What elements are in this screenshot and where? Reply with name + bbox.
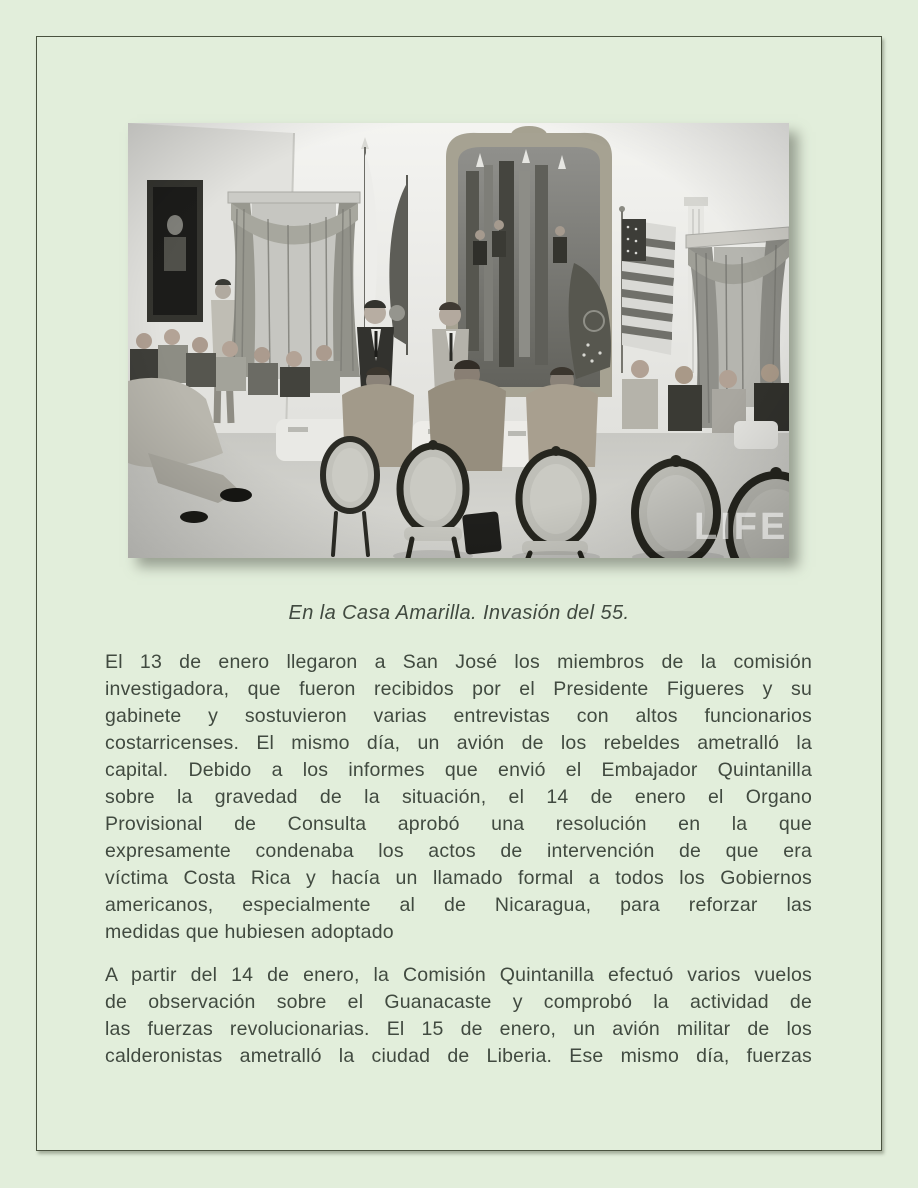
text-line: expresamente condenaba los actos de intervención de que era: [105, 840, 812, 862]
text-line: capital. Debido a los informes que envió el Embajador Quintanilla: [105, 759, 812, 781]
text-line: víctima Costa Rica y hacía un llamado formal a todos los Gobiernos: [105, 867, 812, 889]
text-line: americanos, especialmente al de Nicaragua, para reforzar las: [105, 894, 812, 916]
text-line: sobre la gravedad de la situación, el 14 de enero el Organo: [105, 786, 812, 808]
text-line: Provisional de Consulta aprobó una resolución en la que: [105, 813, 812, 835]
text-line: investigadora, que fueron recibidos por el Presidente Figueres y su: [105, 678, 812, 700]
article-text: [105, 649, 812, 1070]
text-line: costarricenses. El mismo día, un avión de los rebeldes ametralló la: [105, 732, 812, 754]
photo-vignette: [128, 123, 789, 558]
text-line: gabinete y sostuvieron varias entrevistas con altos funcionarios: [105, 705, 812, 727]
life-watermark: LIFE: [694, 506, 789, 548]
text-line: El 13 de enero llegaron a San José los miembros de la comisión: [105, 651, 812, 673]
paragraph-1: [105, 649, 812, 946]
page-border-frame: [36, 36, 882, 1151]
photo-caption: En la Casa Amarilla. Invasión del 55.: [288, 602, 630, 624]
text-line: A partir del 14 de enero, la Comisión Quintanilla efectuó varios vuelos: [105, 964, 812, 986]
meeting-photo-illustration: [128, 123, 789, 558]
text-line: de observación sobre el Guanacaste y comprobó la actividad de: [105, 991, 812, 1013]
text-line: medidas que hubiesen adoptado: [105, 921, 394, 943]
paragraph-2: [105, 962, 812, 1070]
text-line: las fuerzas revolucionarias. El 15 de enero, un avión militar de los: [105, 1018, 812, 1040]
text-line: calderonistas ametralló la ciudad de Liberia. Ese mismo día, fuerzas: [105, 1045, 812, 1067]
meeting-photograph: [128, 123, 789, 558]
